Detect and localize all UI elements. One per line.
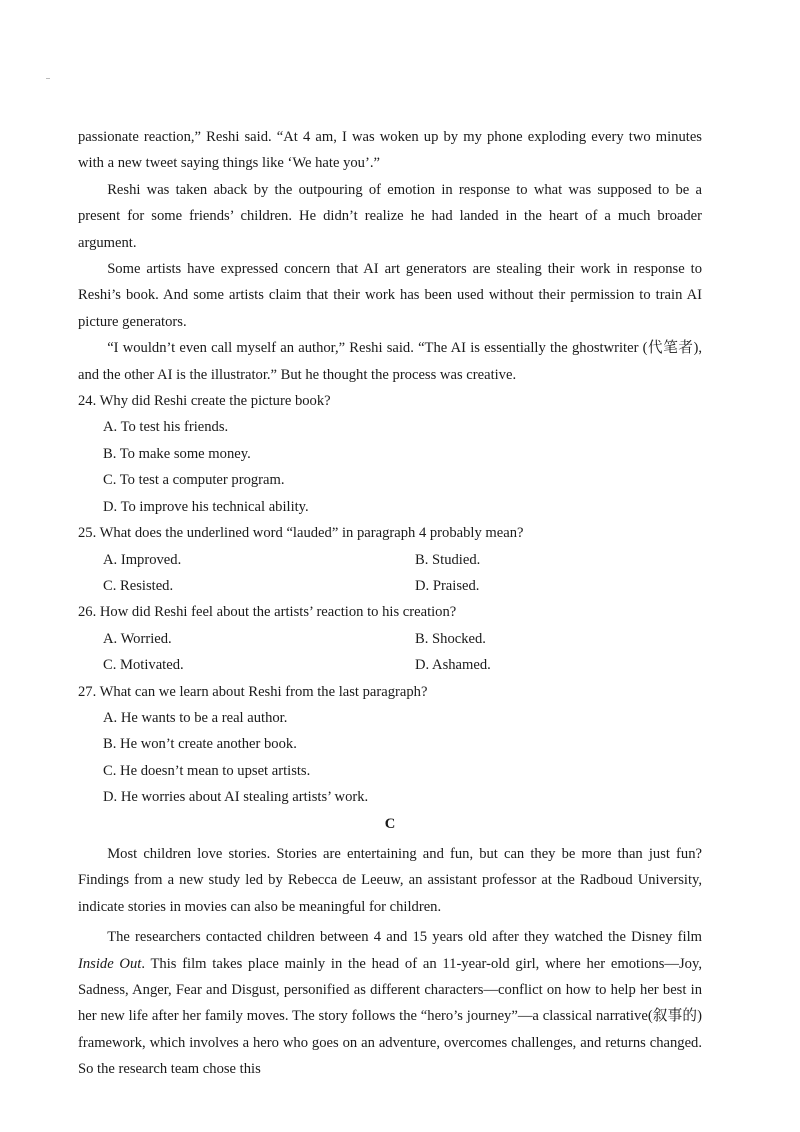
document-body <box>78 124 702 1083</box>
option-a: A. Improved. <box>103 551 182 568</box>
question-27 <box>78 679 702 811</box>
passage-b-paragraph-3: Some artists have expressed concern that AI art generators are stealing their work in response to Reshi’s book. And some artists claim that their work has been used without their permission to train AI picture generators. <box>78 261 702 330</box>
section-c-heading: C <box>384 815 396 832</box>
option-d: D. He worries about AI stealing artists’ work. <box>103 789 369 806</box>
option-c: C. Resisted. <box>103 577 174 594</box>
option-b: B. Studied. <box>415 551 481 568</box>
passage-b-paragraph-1: passionate reaction,” Reshi said. “At 4 am, I was woken up by my phone exploding every two minutes with a new tweet saying things like ‘We hate you’.” <box>78 129 702 172</box>
option-d: D. To improve his technical ability. <box>103 498 309 515</box>
option-a: A. He wants to be a real author. <box>103 709 288 726</box>
paragraph-text-end: . This film takes place mainly in the head of an 11-year-old girl, where her emotions—Joy, Sadness, Anger, Fear and Disgust, personified as different characters—conflict on how to help her best in her new life after her family moves. The story follows the “hero’s journey”—a classical narrative(叙事的) framework, which involves a hero who goes on an adventure, overcomes challenges, and returns changed. So the research team chose this <box>78 955 702 1078</box>
option-a: A. To test his friends. <box>103 419 229 436</box>
option-c: C. Motivated. <box>103 657 184 674</box>
question-25 <box>78 520 702 599</box>
scan-speck <box>46 78 50 79</box>
option-a: A. Worried. <box>103 630 172 647</box>
question-stem: 27. What can we learn about Reshi from the last paragraph? <box>78 683 428 700</box>
paragraph-text-start: The researchers contacted children between 4 and 15 years old after they watched the Disney film <box>107 929 702 946</box>
option-d: D. Ashamed. <box>415 657 491 674</box>
passage-b-paragraph-2: Reshi was taken aback by the outpouring of emotion in response to what was supposed to be a present for some friends’ children. He didn’t realize he had landed in the heart of a much broader argument. <box>78 181 702 251</box>
option-b: B. To make some money. <box>103 445 251 462</box>
question-24 <box>78 388 702 520</box>
option-d: D. Praised. <box>415 577 480 594</box>
option-c: C. To test a computer program. <box>103 472 285 489</box>
question-stem: 24. Why did Reshi create the picture book? <box>78 393 331 410</box>
question-26 <box>78 599 702 678</box>
option-b: B. Shocked. <box>415 630 486 647</box>
passage-c-paragraph-1: Most children love stories. Stories are entertaining and fun, but can they be more than just fun? Findings from a new study led by Rebecca de Leeuw, an assistant professor at the Radboud University, indicate stories in movies can also be meaningful for children. <box>78 845 702 915</box>
passage-b-paragraph-4: “I wouldn’t even call myself an author,” Reshi said. “The AI is essentially the ghostwriter (代笔者), and the other AI is the illustrator.” But he thought the process was creative. <box>78 340 702 383</box>
option-c: C. He doesn’t mean to upset artists. <box>103 762 311 779</box>
question-stem: 26. How did Reshi feel about the artists’ reaction to his creation? <box>78 604 457 621</box>
film-title: Inside Out <box>78 955 142 972</box>
option-b: B. He won’t create another book. <box>103 736 297 753</box>
passage-c-paragraph-2 <box>78 924 702 1082</box>
question-stem: 25. What does the underlined word “lauded” in paragraph 4 probably mean? <box>78 525 524 542</box>
